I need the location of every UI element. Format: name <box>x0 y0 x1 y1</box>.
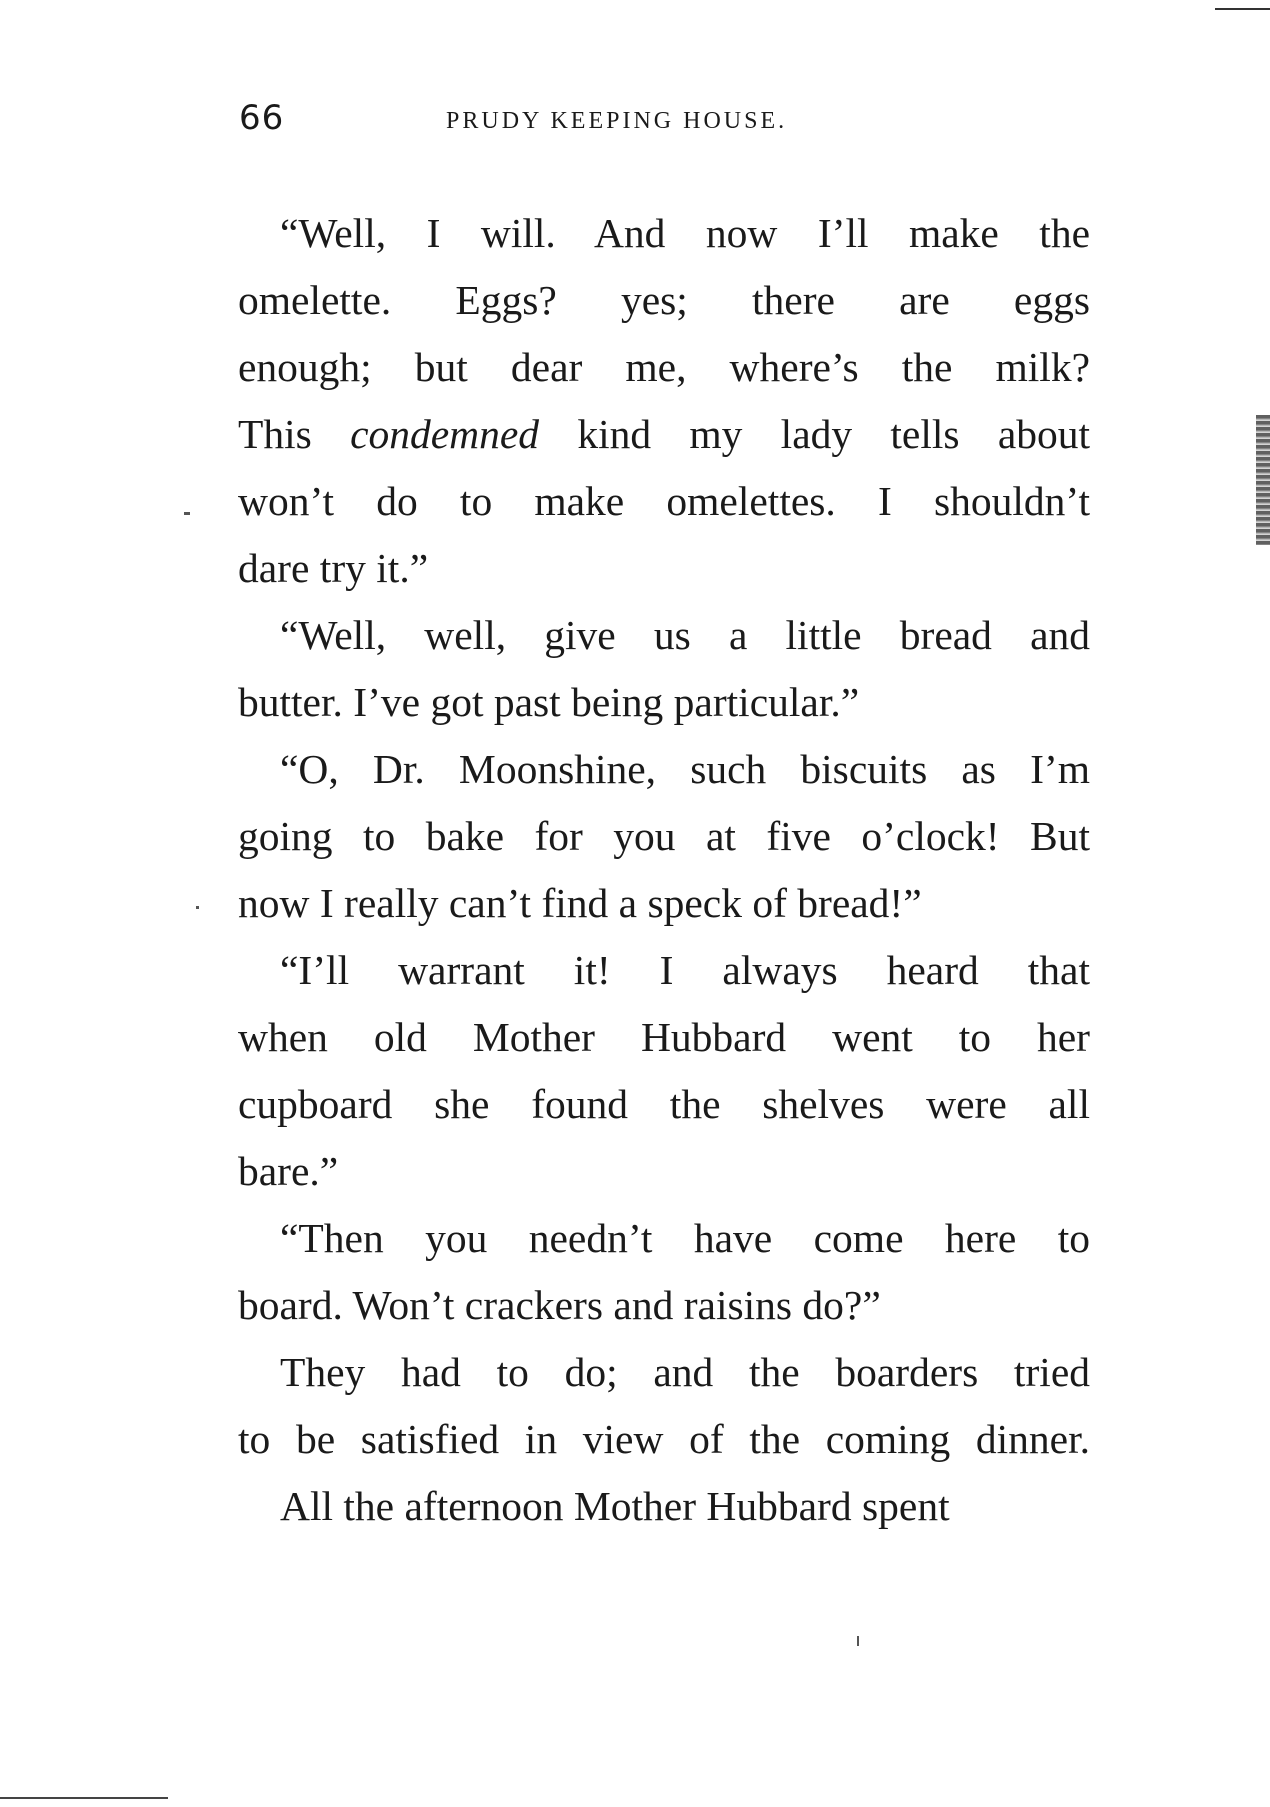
text-line: enough; but dear me, where’s the milk? <box>238 344 1090 390</box>
text-line: when old Mother Hubbard went to her <box>238 1014 1090 1060</box>
text-line: “Well, well, give us a little bread and <box>280 612 1090 658</box>
text-line: omelette. Eggs? yes; there are eggs <box>238 277 1090 323</box>
text-line: cupboard she found the shelves were all <box>238 1081 1090 1127</box>
text-line: board. Won’t crackers and raisins do?” <box>238 1282 881 1328</box>
text-line: “O, Dr. Moonshine, such biscuits as I’m <box>280 746 1090 792</box>
text-line: bare.” <box>238 1148 339 1194</box>
page-number: 66 <box>239 98 285 138</box>
bottom-edge-rule <box>0 1797 168 1799</box>
text-line: butter. I’ve got past being particular.” <box>238 679 860 725</box>
text-line: to be satisfied in view of the coming dinner. <box>238 1416 1090 1462</box>
page-header <box>239 98 1099 148</box>
page-edge-shadow <box>1256 415 1270 545</box>
top-edge-rule <box>1215 8 1270 10</box>
italic-word: condemned <box>350 411 540 457</box>
text-line: dare try it.” <box>238 545 429 591</box>
body-text <box>238 200 1090 1540</box>
text-line: now I really can’t find a speck of bread!” <box>238 880 922 926</box>
text-line: They had to do; and the boarders tried <box>280 1349 1090 1395</box>
text-line: “Then you needn’t have come here to <box>280 1215 1090 1261</box>
speck-mark <box>184 512 190 515</box>
text-segment: This <box>238 411 312 457</box>
text-line: going to bake for you at five o’clock! But <box>238 813 1090 859</box>
speck-mark <box>857 1636 859 1646</box>
text-line: won’t do to make omelettes. I shouldn’t <box>238 478 1090 524</box>
speck-mark <box>196 906 199 909</box>
text-line: All the afternoon Mother Hubbard spent <box>280 1483 950 1529</box>
text-segment: kind my lady tells about <box>577 411 1091 457</box>
text-line: “I’ll warrant it! I always heard that <box>280 947 1090 993</box>
text-line <box>238 401 1090 468</box>
text-line: “Well, I will. And now I’ll make the <box>280 210 1090 256</box>
running-title: PRUDY KEEPING HOUSE. <box>446 108 788 134</box>
